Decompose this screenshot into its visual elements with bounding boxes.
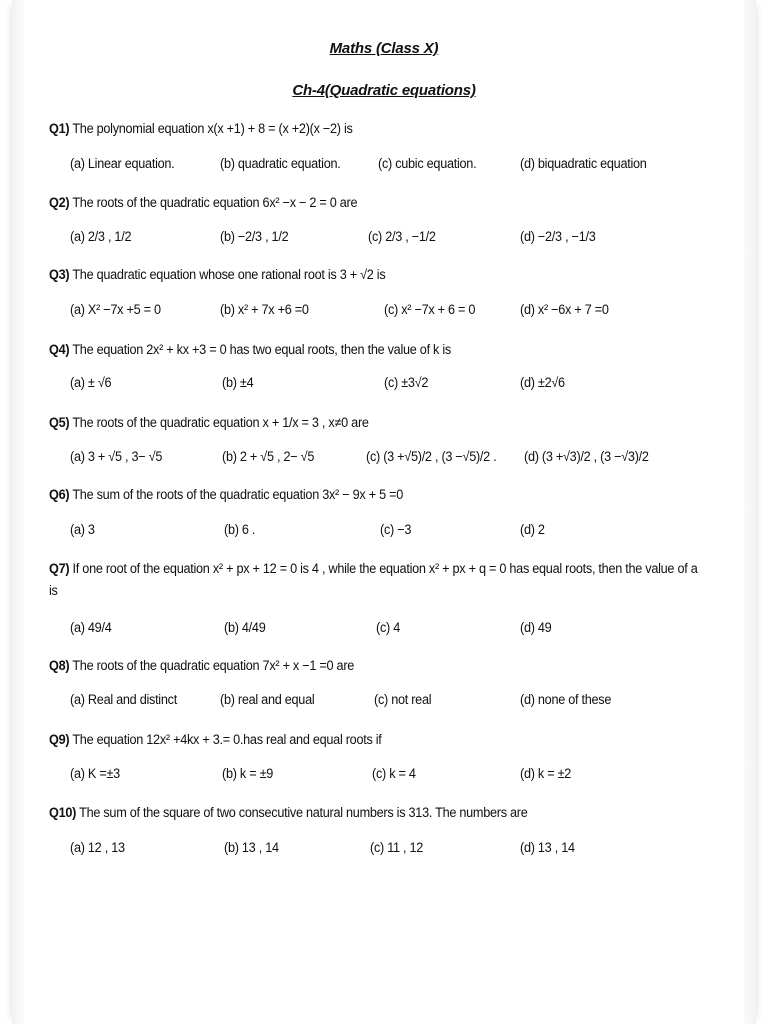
options-row-1 [12, 156, 756, 178]
question-text: The sum of the roots of the quadratic equation 3x² − 9x + 5 =0 [72, 487, 403, 502]
options-row-3 [12, 302, 756, 324]
question-number: Q5) [49, 415, 70, 430]
question-8 [49, 655, 698, 677]
options-row-7 [12, 620, 756, 642]
question-text: The equation 12x² +4kx + 3.= 0.has real and equal roots if [72, 732, 382, 747]
option-d: (d) ±2√6 [520, 375, 565, 390]
options-row-6 [12, 522, 756, 544]
option-b: (b) ±4 [222, 375, 254, 390]
option-c: (c) cubic equation. [378, 156, 477, 171]
options-row-10 [12, 840, 756, 862]
question-9 [49, 729, 698, 751]
option-a: (a) 3 + √5 , 3− √5 [70, 449, 163, 464]
question-number: Q6) [49, 487, 70, 502]
question-number: Q3) [49, 267, 70, 282]
question-number: Q10) [49, 805, 77, 820]
option-c: (c) x² −7x + 6 = 0 [384, 302, 476, 317]
options-row-8 [12, 692, 756, 714]
options-row-9 [12, 766, 756, 788]
option-d: (d) biquadratic equation [520, 156, 647, 171]
option-c: (c) −3 [380, 522, 412, 537]
options-row-2 [12, 229, 756, 251]
question-number: Q8) [49, 658, 70, 673]
question-number: Q1) [49, 121, 70, 136]
option-d: (d) none of these [520, 692, 612, 707]
chapter-title: Ch-4(Quadratic equations) [292, 82, 476, 99]
question-number: Q2) [49, 195, 70, 210]
option-a: (a) ± √6 [70, 375, 112, 390]
question-number: Q9) [49, 732, 70, 747]
options-row-4 [12, 375, 756, 397]
option-c: (c) 4 [376, 620, 400, 635]
question-text: The quadratic equation whose one rational root is 3 + √2 is [72, 267, 386, 282]
option-d: (d) k = ±2 [520, 766, 572, 781]
option-c: (c) ±3√2 [384, 375, 429, 390]
question-text: The sum of the square of two consecutive natural numbers is 313. The numbers are [79, 805, 528, 820]
option-a: (a) 2/3 , 1/2 [70, 229, 132, 244]
question-text: The roots of the quadratic equation 7x² + x −1 =0 are [72, 658, 355, 673]
option-c: (c) 11 , 12 [370, 840, 424, 855]
option-c: (c) not real [374, 692, 432, 707]
option-b: (b) 2 + √5 , 2− √5 [222, 449, 315, 464]
option-d: (d) x² −6x + 7 =0 [520, 302, 609, 317]
question-number: Q4) [49, 342, 70, 357]
question-6 [49, 484, 698, 506]
option-b: (b) −2/3 , 1/2 [220, 229, 289, 244]
question-text: The roots of the quadratic equation x + 1/x = 3 , x≠0 are [72, 415, 369, 430]
option-a: (a) 12 , 13 [70, 840, 125, 855]
option-b: (b) k = ±9 [222, 766, 274, 781]
option-d: (d) 49 [520, 620, 552, 635]
worksheet-page [12, 0, 756, 1024]
question-text: If one root of the equation x² + px + 12 = 0 is 4 , while the equation x² + px + q = 0 has equal roots, then the value of a is [49, 561, 698, 598]
page-edge-right [744, 0, 756, 1024]
option-c: (c) 2/3 , −1/2 [368, 229, 436, 244]
option-b: (b) 13 , 14 [224, 840, 279, 855]
page-edge-left [12, 0, 24, 1024]
option-b: (b) quadratic equation. [220, 156, 341, 171]
question-1 [49, 118, 698, 140]
option-b: (b) 6 . [224, 522, 256, 537]
option-a: (a) K =±3 [70, 766, 120, 781]
option-b: (b) 4/49 [224, 620, 266, 635]
option-b: (b) x² + 7x +6 =0 [220, 302, 309, 317]
question-10 [49, 802, 698, 824]
question-text: The polynomial equation x(x +1) + 8 = (x +2)(x −2) is [72, 121, 353, 136]
question-2 [49, 192, 698, 214]
option-c: (c) (3 +√5)/2 , (3 −√5)/2 . [366, 449, 497, 464]
option-a: (a) 3 [70, 522, 95, 537]
question-7 [49, 558, 707, 602]
option-d: (d) (3 +√3)/2 , (3 −√3)/2 [524, 449, 649, 464]
question-4 [49, 339, 698, 361]
option-c: (c) k = 4 [372, 766, 416, 781]
option-d: (d) 13 , 14 [520, 840, 575, 855]
question-5 [49, 412, 698, 434]
option-a: (a) X² −7x +5 = 0 [70, 302, 161, 317]
page-title: Maths (Class X) [329, 40, 439, 57]
options-row-5 [12, 449, 756, 471]
option-a: (a) Linear equation. [70, 156, 175, 171]
option-a: (a) 49/4 [70, 620, 112, 635]
question-text: The equation 2x² + kx +3 = 0 has two equal roots, then the value of k is [72, 342, 451, 357]
question-3 [49, 264, 698, 286]
question-text: The roots of the quadratic equation 6x² −x − 2 = 0 are [72, 195, 358, 210]
option-d: (d) −2/3 , −1/3 [520, 229, 596, 244]
option-b: (b) real and equal [220, 692, 315, 707]
option-d: (d) 2 [520, 522, 545, 537]
option-a: (a) Real and distinct [70, 692, 177, 707]
question-number: Q7) [49, 561, 70, 576]
